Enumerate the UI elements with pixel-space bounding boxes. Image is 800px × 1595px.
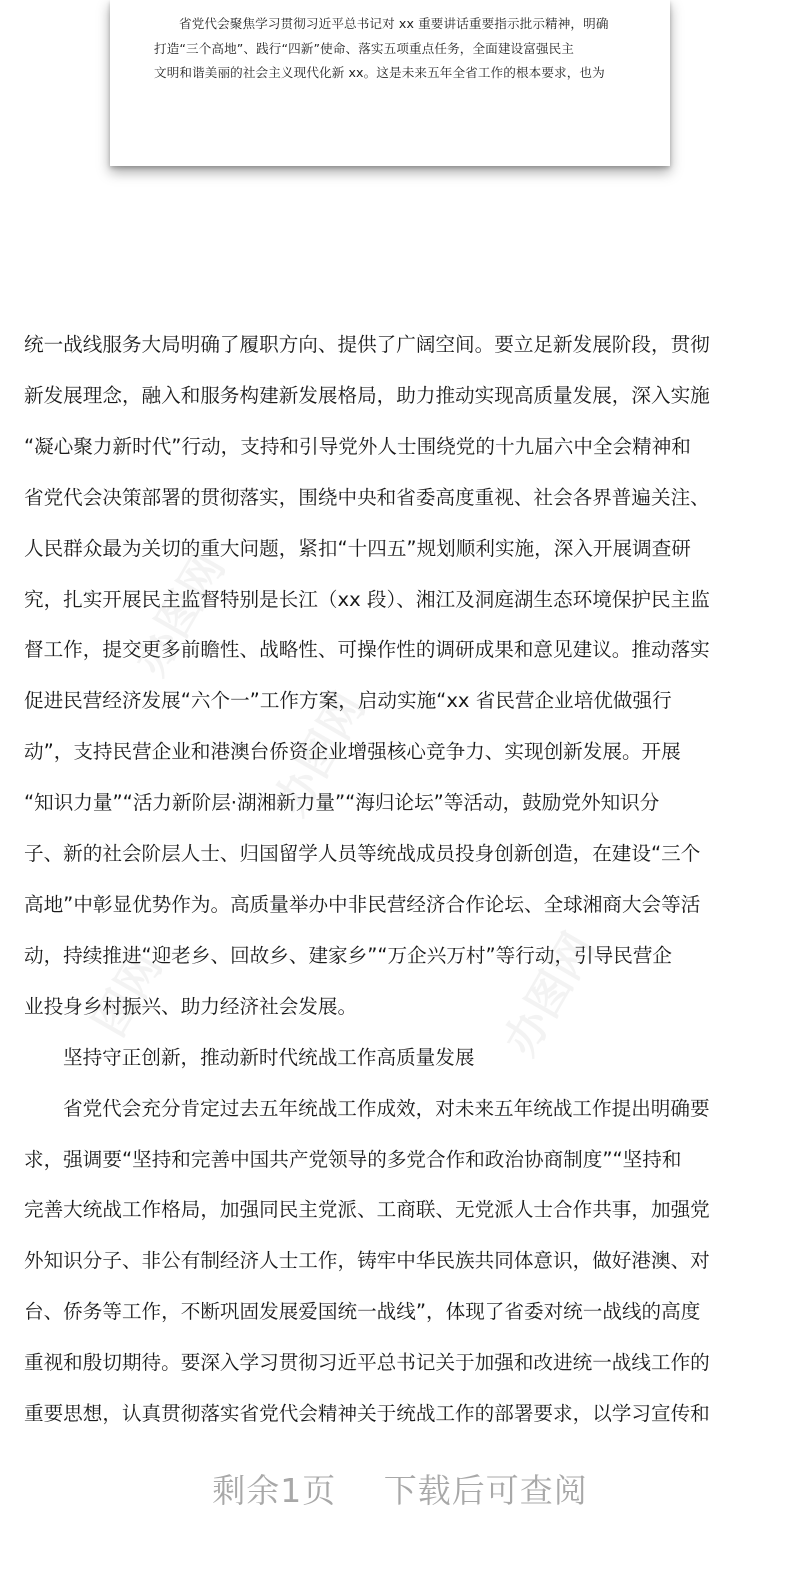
body-line: 促进民营经济发展“六个一”工作方案，启动实施“xx 省民营企业培优做强行 bbox=[24, 689, 672, 713]
body-line: 督工作，提交更多前瞻性、战略性、可操作性的调研成果和意见建议。推动落实 bbox=[24, 638, 710, 662]
body-line: 子、新的社会阶层人士、归国留学人员等统战成员投身创新创造，在建设“三个 bbox=[24, 842, 701, 866]
watermark-text: 办图网 bbox=[124, 544, 235, 685]
preview-card bbox=[110, 0, 670, 166]
preview-text bbox=[154, 12, 632, 86]
watermark-text: 办图网 bbox=[494, 924, 605, 1065]
section-heading: 坚持守正创新，推动新时代统战工作高质量发展 bbox=[63, 1045, 475, 1069]
body-line: 高地”中彰显优势作为。高质量举办中非民营经济合作论坛、全球湘商大会等活 bbox=[24, 892, 701, 916]
body-line: 完善大统战工作格局，加强同民主党派、工商联、无党派人士合作共事，加强党 bbox=[24, 1198, 710, 1222]
body-line: 重要思想，认真贯彻落实省党代会精神关于统战工作的部署要求，以学习宣传和 bbox=[24, 1402, 710, 1426]
body-line: 究，扎实开展民主监督特别是长江（xx 段）、湘江及洞庭湖生态环境保护民主监 bbox=[24, 587, 710, 611]
body-line: 统一战线服务大局明确了履职方向、提供了广阔空间。要立足新发展阶段，贯彻 bbox=[24, 333, 710, 356]
body-line: 省党代会充分肯定过去五年统战工作成效，对未来五年统战工作提出明确要 bbox=[63, 1096, 710, 1120]
preview-line: 打造“三个高地”、践行“四新”使命、落实五项重点任务，全面建设富强民主 bbox=[154, 40, 575, 56]
body-line: 重视和殷切期待。要深入学习贯彻习近平总书记关于加强和改进统一战线工作的 bbox=[24, 1351, 710, 1375]
body-line: “知识力量”“活力新阶层·湖湘新力量”“海归论坛”等活动，鼓励党外知识分 bbox=[24, 791, 660, 815]
body-line: 动，持续推进“迎老乡、回故乡、建家乡”“万企兴万村”等行动，引导民营企 bbox=[24, 943, 673, 967]
preview-line: 省党代会聚焦学习贯彻习近平总书记对 xx 重要讲话重要指示批示精神，明确 bbox=[179, 16, 609, 31]
body-line: 外知识分子、非公有制经济人士工作，铸牢中华民族共同体意识，做好港澳、对 bbox=[24, 1249, 710, 1273]
watermark-text: 图网 bbox=[83, 943, 172, 1046]
download-to-view-text: 下载后可查阅 bbox=[383, 1471, 588, 1510]
body-line: 业投身乡村振兴、助力经济社会发展。 bbox=[24, 994, 358, 1018]
preview-line: 文明和谐美丽的社会主义现代化新 xx。这是未来五年全省工作的根本要求，也为 bbox=[154, 65, 605, 80]
body-line: 省党代会决策部署的贯彻落实，围绕中央和省委高度重视、社会各界普遍关注、 bbox=[24, 485, 710, 509]
download-prompt[interactable] bbox=[0, 1465, 800, 1512]
body-line: 动”，支持民营企业和港澳台侨资企业增强核心竞争力、实现创新发展。开展 bbox=[24, 740, 681, 764]
body-line: 人民群众最为关切的重大问题，紧扣“十四五”规划顺利实施，深入开展调查研 bbox=[24, 536, 691, 560]
body-line: 台、侨务等工作，不断巩固发展爱国统一战线”，体现了省委对统一战线的高度 bbox=[24, 1300, 701, 1324]
watermark-text: 办图网 bbox=[264, 684, 375, 825]
document-body bbox=[24, 320, 776, 1440]
body-line: 新发展理念，融入和服务构建新发展格局，助力推动实现高质量发展，深入实施 bbox=[24, 383, 710, 407]
remaining-pages-text: 剩余1页 bbox=[212, 1471, 337, 1510]
body-line: “凝心聚力新时代”行动，支持和引导党外人士围绕党的十九届六中全会精神和 bbox=[24, 434, 691, 458]
body-line: 求，强调要“坚持和完善中国共产党领导的多党合作和政治协商制度”“坚持和 bbox=[24, 1147, 682, 1171]
